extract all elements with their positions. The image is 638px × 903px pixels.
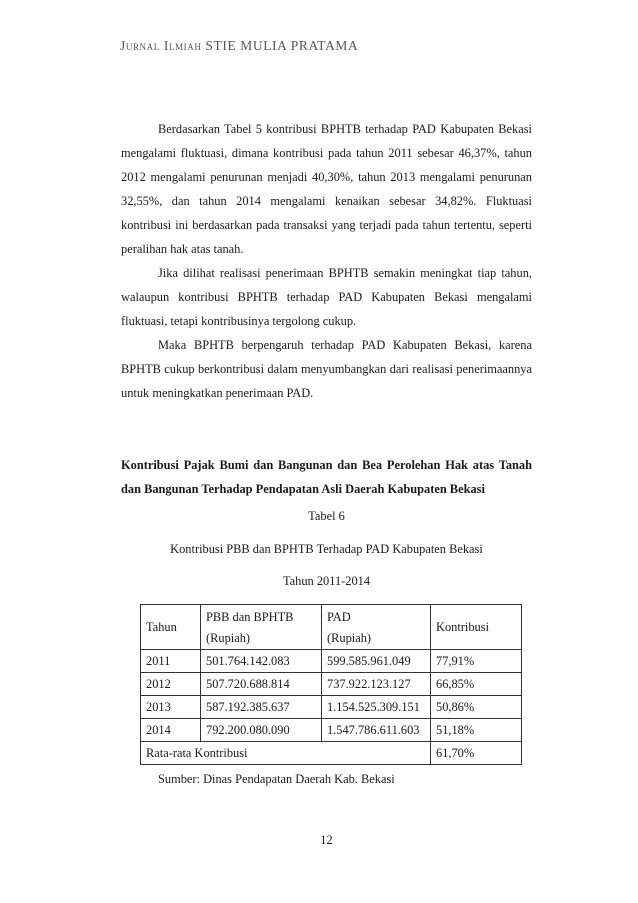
table-row [141, 650, 522, 673]
average-label: Rata-rata Kontribusi [141, 742, 431, 765]
table-period: Tahun 2011-2014 [282, 574, 371, 588]
paragraph-3 [121, 333, 532, 405]
cell-year: 2013 [141, 696, 201, 719]
cell-pbb-bphtb: 587.192.385.637 [201, 696, 322, 719]
cell-pad: 599.585.961.049 [322, 650, 431, 673]
paragraph-2-text: Jika dilihat realisasi penerimaan BPHTB semakin meningkat tiap tahun, walaupun kontribusi BPHTB terhadap PAD Kabupaten Bekasi mengalami fluktuasi, tetapi kontribusinya tergolong cukup. [121, 266, 532, 329]
header-pbb-bphtb-label: PBB dan BPHTB [206, 610, 294, 624]
page-number: 12 [320, 833, 333, 847]
header-year: Tahun [141, 605, 201, 650]
header-pad [322, 605, 431, 650]
contribution-table [140, 604, 522, 765]
table-caption: Kontribusi PBB dan BPHTB Terhadap PAD Kabupaten Bekasi [170, 542, 483, 556]
cell-pbb-bphtb: 792.200.080.090 [201, 719, 322, 742]
table-row [141, 696, 522, 719]
cell-pad: 1.547.786.611.603 [322, 719, 431, 742]
cell-year: 2012 [141, 673, 201, 696]
header-pad-label: PAD [327, 610, 351, 624]
section-heading: Kontribusi Pajak Bumi dan Bangunan dan Bea Perolehan Hak atas Tanah dan Bangunan Terhadap Pendapatan Asli Daerah Kabupaten Bekasi [121, 458, 532, 496]
paragraph-1 [121, 117, 532, 262]
cell-contribution: 77,91% [431, 650, 522, 673]
cell-pbb-bphtb: 501.764.142.083 [201, 650, 322, 673]
cell-contribution: 66,85% [431, 673, 522, 696]
cell-contribution: 51,18% [431, 719, 522, 742]
table-average-row [141, 742, 522, 765]
cell-year: 2014 [141, 719, 201, 742]
header-pbb-bphtb-unit: (Rupiah) [206, 631, 251, 645]
cell-contribution: 50,86% [431, 696, 522, 719]
paragraph-1-text: Berdasarkan Tabel 5 kontribusi BPHTB terhadap PAD Kabupaten Bekasi mengalami fluktuasi, dimana kontribusi pada tahun 2011 sebesar 46,37%, tahun 2012 mengalami penurunan menjadi 40,30%, tahun 2013 mengalami penurunan 32,55%, dan tahun 2014 mengalami kenaikan sebesar 34,82%. Fluktuasi kontribusi ini berdasarkan pada transaksi yang terjadi pada tahun tertentu, seperti peralihan hak atas tanah. [121, 122, 532, 257]
header-pbb-bphtb [201, 605, 322, 650]
table-row [141, 719, 522, 742]
paragraph-2 [121, 261, 532, 333]
table-row [141, 673, 522, 696]
table-number-label: Tabel 6 [308, 509, 345, 523]
header-contribution: Kontribusi [431, 605, 522, 650]
cell-pad: 1.154.525.309.151 [322, 696, 431, 719]
cell-pbb-bphtb: 507.720.688.814 [201, 673, 322, 696]
journal-header: Jurnal Ilmiah STIE MULIA PRATAMA [120, 38, 359, 53]
average-value: 61,70% [431, 742, 522, 765]
table-source: Sumber: Dinas Pendapatan Daerah Kab. Bekasi [158, 772, 395, 786]
table-header-row [141, 605, 522, 650]
header-pad-unit: (Rupiah) [327, 631, 372, 645]
cell-year: 2011 [141, 650, 201, 673]
paragraph-3-text: Maka BPHTB berpengaruh terhadap PAD Kabupaten Bekasi, karena BPHTB cukup berkontribusi dalam menyumbangkan dari realisasi penerimaannya untuk meningkatkan penerimaan PAD. [121, 338, 532, 401]
cell-pad: 737.922.123.127 [322, 673, 431, 696]
